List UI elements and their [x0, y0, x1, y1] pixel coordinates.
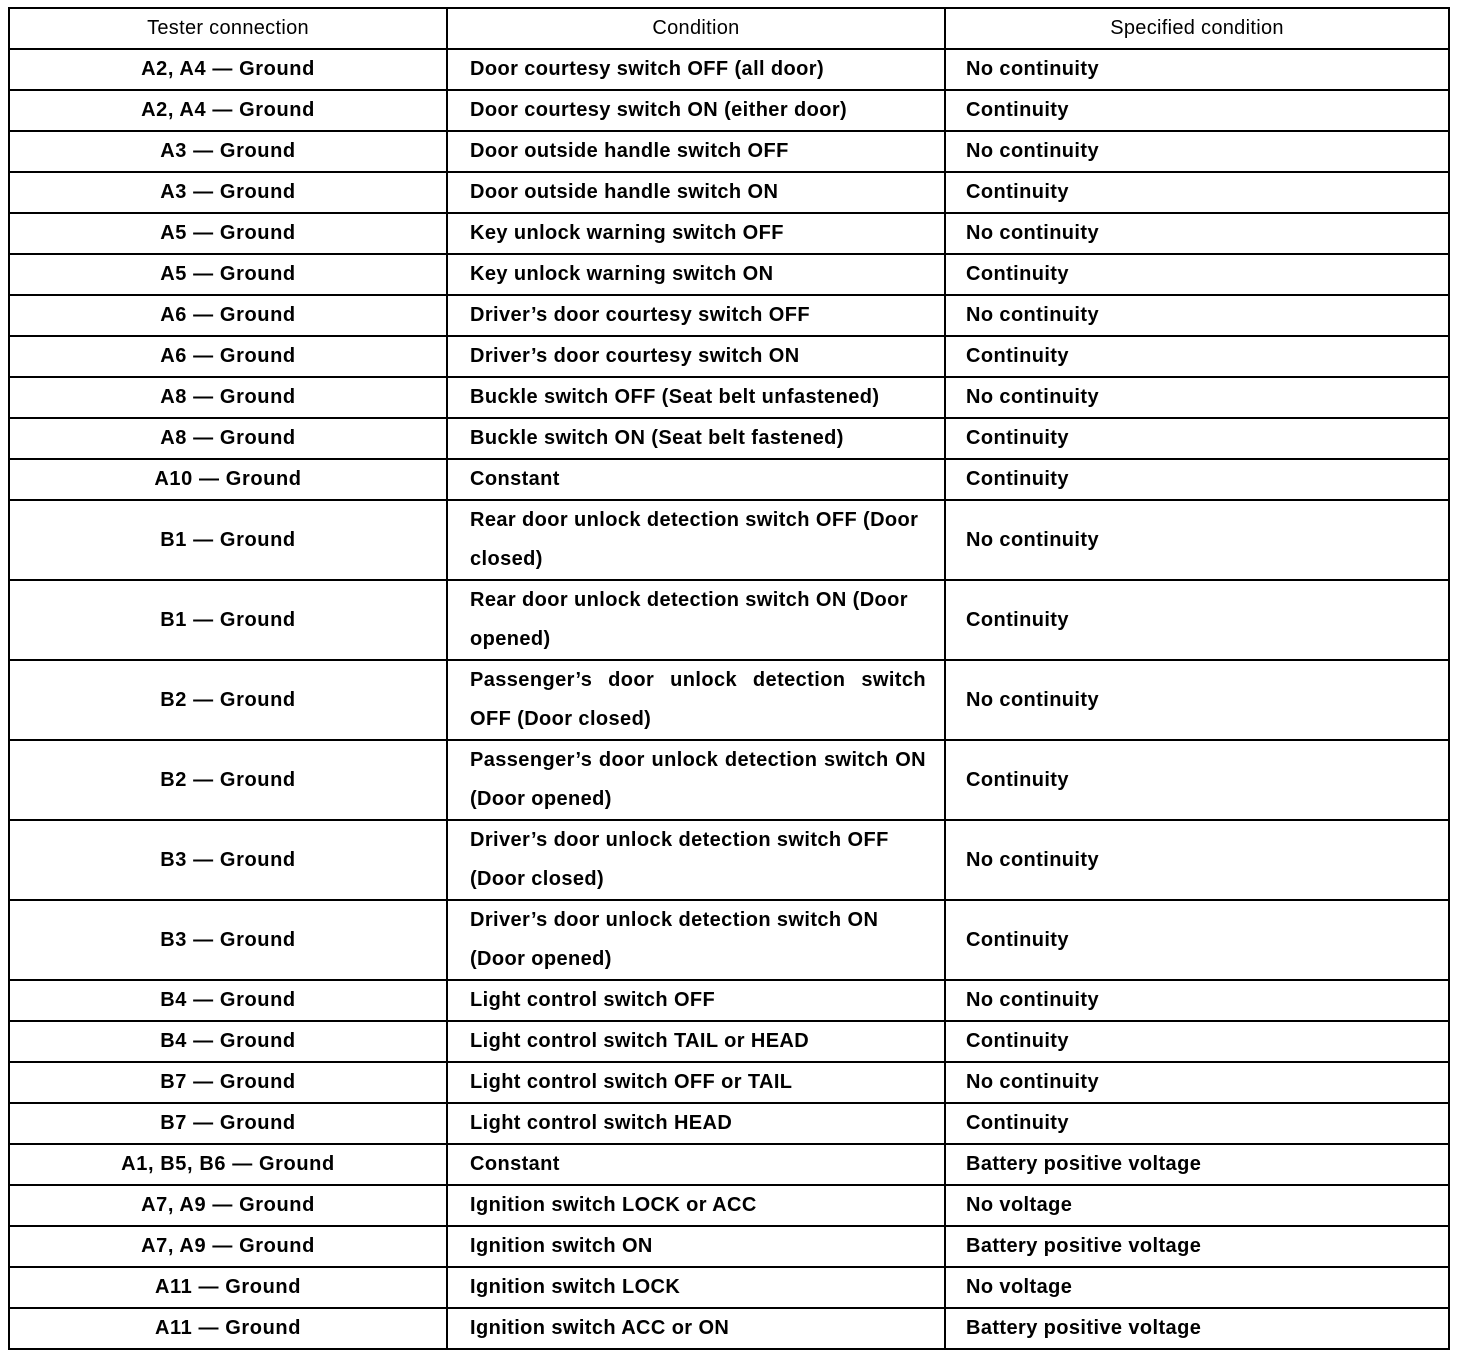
tester-connection-table — [8, 7, 1450, 1350]
header-specified-condition: Specified condition — [945, 8, 1449, 49]
cell-specified: Continuity — [945, 418, 1449, 459]
table-row — [9, 1021, 1449, 1062]
cell-connection: A11 — Ground — [9, 1267, 447, 1308]
cell-condition: Buckle switch ON (Seat belt fastened) — [447, 418, 945, 459]
table-row — [9, 90, 1449, 131]
cell-condition: Rear door unlock detection switch OFF (Door closed) — [447, 500, 945, 580]
cell-specified: No continuity — [945, 213, 1449, 254]
cell-connection: B3 — Ground — [9, 820, 447, 900]
cell-condition: Light control switch OFF or TAIL — [447, 1062, 945, 1103]
table-row — [9, 1144, 1449, 1185]
cell-specified: No continuity — [945, 820, 1449, 900]
table-row — [9, 820, 1449, 900]
cell-condition: Driver’s door courtesy switch OFF — [447, 295, 945, 336]
header-tester-connection: Tester connection — [9, 8, 447, 49]
table-row — [9, 1267, 1449, 1308]
cell-connection: B7 — Ground — [9, 1062, 447, 1103]
cell-condition: Driver’s door unlock detection switch ON (Door opened) — [447, 900, 945, 980]
cell-connection: A3 — Ground — [9, 172, 447, 213]
cell-condition: Driver’s door unlock detection switch OFF (Door closed) — [447, 820, 945, 900]
table-row — [9, 131, 1449, 172]
cell-specified: Continuity — [945, 172, 1449, 213]
table-row — [9, 418, 1449, 459]
table-row — [9, 1062, 1449, 1103]
cell-connection: A6 — Ground — [9, 295, 447, 336]
table-row — [9, 660, 1449, 740]
cell-specified: No continuity — [945, 131, 1449, 172]
table-row — [9, 1103, 1449, 1144]
cell-specified: Continuity — [945, 580, 1449, 660]
cell-specified: Continuity — [945, 900, 1449, 980]
cell-specified: No continuity — [945, 377, 1449, 418]
cell-specified: No continuity — [945, 660, 1449, 740]
cell-connection: B4 — Ground — [9, 1021, 447, 1062]
cell-specified: Continuity — [945, 1103, 1449, 1144]
cell-specified: Continuity — [945, 90, 1449, 131]
cell-condition: Ignition switch LOCK or ACC — [447, 1185, 945, 1226]
table-row — [9, 740, 1449, 820]
cell-specified: Battery positive voltage — [945, 1144, 1449, 1185]
cell-condition: Door courtesy switch ON (either door) — [447, 90, 945, 131]
cell-condition: Rear door unlock detection switch ON (Door opened) — [447, 580, 945, 660]
cell-connection: A5 — Ground — [9, 213, 447, 254]
cell-condition: Ignition switch ON — [447, 1226, 945, 1267]
table-row — [9, 336, 1449, 377]
cell-condition: Light control switch TAIL or HEAD — [447, 1021, 945, 1062]
cell-specified: No voltage — [945, 1267, 1449, 1308]
table-row — [9, 459, 1449, 500]
cell-condition: Door outside handle switch ON — [447, 172, 945, 213]
cell-condition: Passenger’s door unlock detection switch OFF (Door closed) — [447, 660, 945, 740]
cell-specified: No continuity — [945, 500, 1449, 580]
cell-specified: No continuity — [945, 1062, 1449, 1103]
cell-specified: Continuity — [945, 336, 1449, 377]
cell-condition: Passenger’s door unlock detection switch ON (Door opened) — [447, 740, 945, 820]
header-condition: Condition — [447, 8, 945, 49]
table-row — [9, 172, 1449, 213]
table-row — [9, 213, 1449, 254]
cell-condition: Driver’s door courtesy switch ON — [447, 336, 945, 377]
table-row — [9, 500, 1449, 580]
cell-specified: Battery positive voltage — [945, 1226, 1449, 1267]
cell-connection: B7 — Ground — [9, 1103, 447, 1144]
cell-condition: Ignition switch ACC or ON — [447, 1308, 945, 1349]
cell-condition: Key unlock warning switch ON — [447, 254, 945, 295]
cell-connection: A3 — Ground — [9, 131, 447, 172]
cell-connection: B2 — Ground — [9, 740, 447, 820]
cell-connection: A5 — Ground — [9, 254, 447, 295]
cell-condition: Door courtesy switch OFF (all door) — [447, 49, 945, 90]
cell-connection: A2, A4 — Ground — [9, 90, 447, 131]
table-row — [9, 377, 1449, 418]
cell-connection: B4 — Ground — [9, 980, 447, 1021]
table-row — [9, 900, 1449, 980]
cell-connection: B1 — Ground — [9, 580, 447, 660]
cell-specified: No continuity — [945, 295, 1449, 336]
cell-specified: Continuity — [945, 1021, 1449, 1062]
cell-connection: A6 — Ground — [9, 336, 447, 377]
cell-condition: Constant — [447, 1144, 945, 1185]
tester-spec-sheet — [8, 7, 1448, 1350]
table-row — [9, 980, 1449, 1021]
table-row — [9, 1308, 1449, 1349]
cell-condition: Key unlock warning switch OFF — [447, 213, 945, 254]
table-row — [9, 1226, 1449, 1267]
cell-connection: B3 — Ground — [9, 900, 447, 980]
table-row — [9, 295, 1449, 336]
cell-specified: Battery positive voltage — [945, 1308, 1449, 1349]
cell-condition: Door outside handle switch OFF — [447, 131, 945, 172]
cell-condition: Buckle switch OFF (Seat belt unfastened) — [447, 377, 945, 418]
cell-specified: No continuity — [945, 49, 1449, 90]
table-row — [9, 49, 1449, 90]
cell-condition: Constant — [447, 459, 945, 500]
table-row — [9, 580, 1449, 660]
cell-connection: A10 — Ground — [9, 459, 447, 500]
cell-condition: Ignition switch LOCK — [447, 1267, 945, 1308]
table-header-row — [9, 8, 1449, 49]
cell-connection: A8 — Ground — [9, 377, 447, 418]
cell-connection: A8 — Ground — [9, 418, 447, 459]
cell-connection: A7, A9 — Ground — [9, 1226, 447, 1267]
cell-connection: A7, A9 — Ground — [9, 1185, 447, 1226]
table-row — [9, 254, 1449, 295]
cell-connection: A1, B5, B6 — Ground — [9, 1144, 447, 1185]
cell-condition: Light control switch OFF — [447, 980, 945, 1021]
cell-connection: B1 — Ground — [9, 500, 447, 580]
cell-connection: B2 — Ground — [9, 660, 447, 740]
cell-specified: No voltage — [945, 1185, 1449, 1226]
cell-connection: A2, A4 — Ground — [9, 49, 447, 90]
cell-specified: Continuity — [945, 254, 1449, 295]
cell-specified: No continuity — [945, 980, 1449, 1021]
cell-connection: A11 — Ground — [9, 1308, 447, 1349]
cell-specified: Continuity — [945, 740, 1449, 820]
table-row — [9, 1185, 1449, 1226]
cell-condition: Light control switch HEAD — [447, 1103, 945, 1144]
cell-specified: Continuity — [945, 459, 1449, 500]
